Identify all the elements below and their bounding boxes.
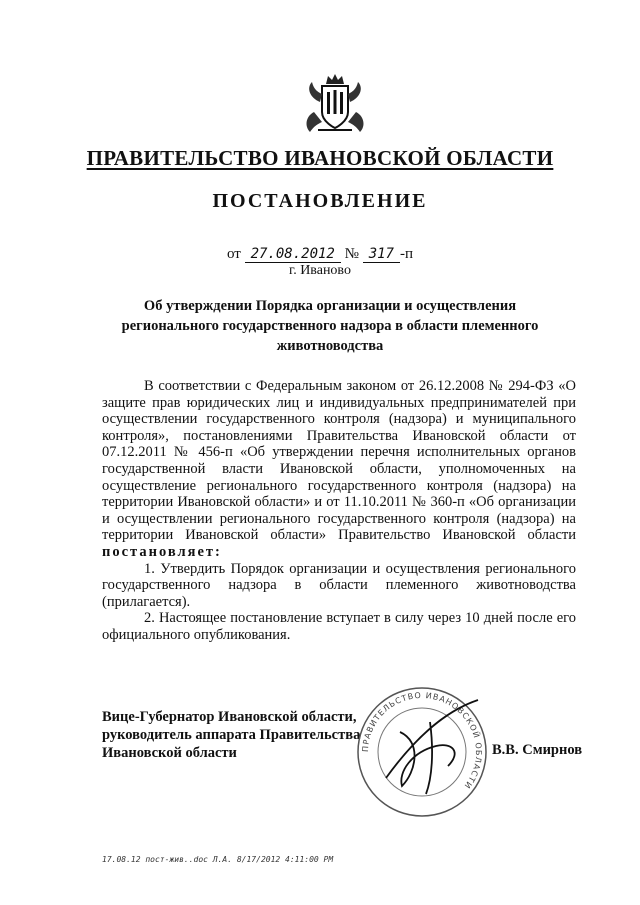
- number-prefix: №: [344, 246, 359, 262]
- document-subject: Об утверждении Порядка организации и осуществления регионального государственного надзора в области племенного животноводства: [121, 298, 539, 354]
- document-type: ПОСТАНОВЛЕНИЕ: [212, 190, 428, 212]
- stamp-text: ПРАВИТЕЛЬСТВО ИВАНОВСКОЙ ОБЛАСТИ: [360, 690, 484, 791]
- number-suffix: -п: [399, 246, 414, 262]
- signatory-title-line: Вице-Губернатор Ивановской области,: [102, 709, 357, 725]
- city: г. Иваново: [289, 263, 351, 278]
- body-paragraph-1: [102, 378, 576, 561]
- file-footer: 17.08.12 пост-жив..doc Л.А. 8/17/2012 4:11:00 PM: [102, 855, 334, 864]
- signatory-title: [102, 708, 382, 762]
- body-paragraph-3: 2. Настоящее постановление вступает в силу через 10 дней после его официального опубликования.: [102, 610, 576, 643]
- document-number: 317: [363, 246, 400, 263]
- body-paragraph-1-text: В соответствии с Федеральным законом от 26.12.2008 № 294-ФЗ «О защите прав юридических лиц и индивидуальных предпринимателей при осуществлении государственного контроля (надзора) и муниципального контроля», постановлениями Правительства Ивановской области от 07.12.2011 № 456-п «Об утверждении перечня исполнительных органов государственной власти Ивановской области, уполномоченных на осуществление регионального государственного контроля (надзора) на территории Ивановской области» и от 11.10.2011 № 360-п «Об организации и осуществлении регионального государственного контроля (надзора) на территории Ивановской области» Правительство Ивановской области: [102, 378, 576, 544]
- action-word: постановляет:: [102, 543, 222, 560]
- document-number-line: [0, 246, 640, 263]
- signatory-name: В.В. Смирнов: [492, 742, 583, 758]
- coat-of-arms-icon: [298, 72, 372, 136]
- document-date: 27.08.2012: [245, 246, 341, 263]
- official-stamp-icon: [352, 682, 492, 822]
- signatory-title-line: руководитель аппарата Правительства: [102, 727, 361, 743]
- government-title: ПРАВИТЕЛЬСТВО ИВАНОВСКОЙ ОБЛАСТИ: [86, 146, 554, 170]
- date-prefix: от: [226, 246, 241, 262]
- signatory-title-line: Ивановской области: [102, 745, 237, 761]
- document-body: [102, 378, 576, 644]
- body-paragraph-2: 1. Утвердить Порядок организации и осуществления регионального государственного надзора в области племенного животноводства (прилагается).: [102, 560, 576, 610]
